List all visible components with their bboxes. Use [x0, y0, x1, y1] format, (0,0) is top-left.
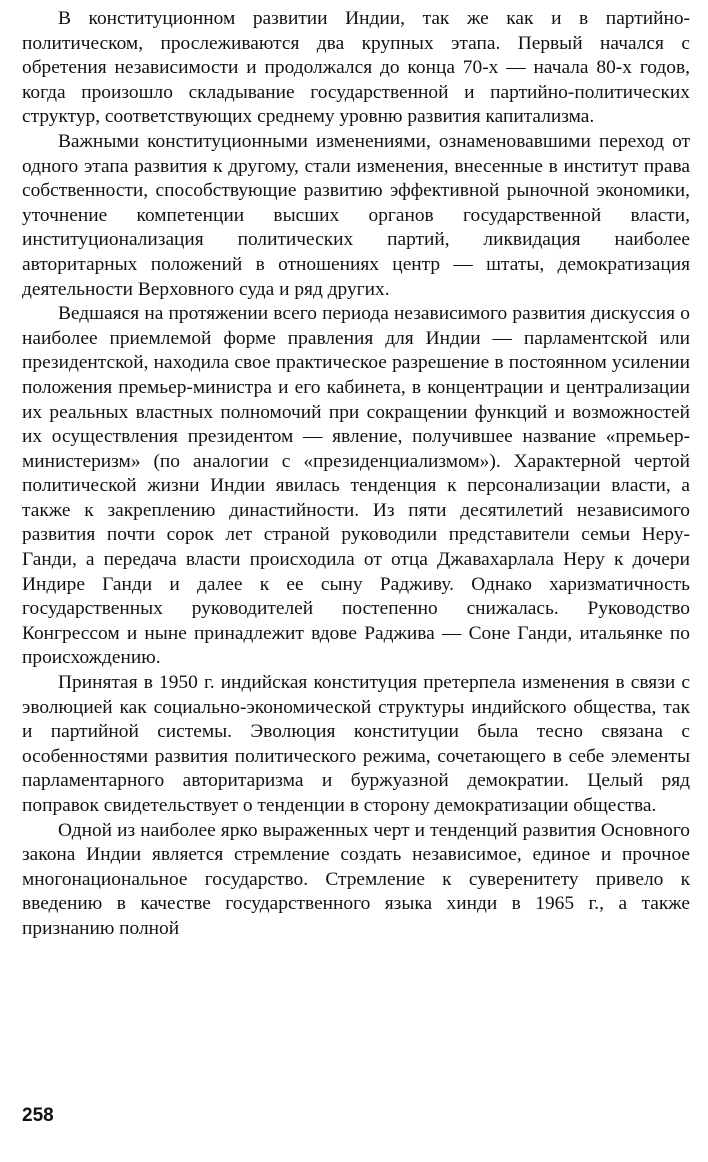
page-number: 258 [22, 1105, 54, 1126]
body-text [22, 7, 690, 942]
paragraph-5: Одной из наиболее ярко выраженных черт и тенденций развития Основного закона Индии является стремление создать независимое, единое и прочное многонациональное государство. Стремление к суверенитету привело к введению в качестве государственного языка хинди в 1965 г., а также признанию полной [22, 819, 690, 939]
paragraph-4: Принятая в 1950 г. индийская конституция претерпела изменения в связи с эволюцией как социально-экономической структуры индийского общества, так и партийной системы. Эволюция конституции была тесно связана с особенностями развития политического режима, сочетающего в себе элементы парламентарного авторитаризма и буржуазной демократии. Целый ряд поправок свидетельствует о тенденции в сторону демократизации общества. [22, 672, 690, 816]
paragraph-3: Ведшаяся на протяжении всего периода независимого развития дискуссия о наиболее приемлемой форме правления для Индии — парламентской или президентской, находила свое практическое разрешение в постоянном усилении положения премьер-министра и его кабинета, в концентрации и централизации их реальных властных полномочий при сокращении функций и возможностей их осуществления президентом — явление, получившее название «премьер-министеризм» (по аналогии с «президенциализмом»). Характерной чертой политической жизни Индии явилась тенденция к персонализации власти, а также к закреплению династийности. Из пяти десятилетий независимого развития почти сорок лет страной руководили представители семьи Неру-Ганди, а передача власти происходила от отца Джавахарлала Неру к дочери Индире Ганди и далее к ее сыну Радживу. Однако харизматичность государственных руководителей постепенно снижалась. Руководство Конгрессом и ныне принадлежит вдове Раджива — Соне Ганди, итальянке по происхождению. [22, 303, 690, 669]
paragraph-2: Важными конституционными изменениями, ознаменовавшими переход от одного этапа развития к другому, стали изменения, внесенные в институт права собственности, способствующие развитию эффективной рыночной экономики, уточнение компетенции высших органов государственной власти, институционализация политических партий, ликвидация наиболее авторитарных положений в отношениях центр — штаты, демократизация деятельности Верховного суда и ряд других. [22, 130, 690, 300]
paragraph-1: В конституционном развитии Индии, так же как и в партийно-политическом, прослеживаются два крупных этапа. Первый начался с обретения независимости и продолжался до конца 70-х — начала 80-х годов, когда произошло складывание государственной и партийно-политических структур, соответствующих среднему уровню развития капитализма. [22, 8, 690, 128]
